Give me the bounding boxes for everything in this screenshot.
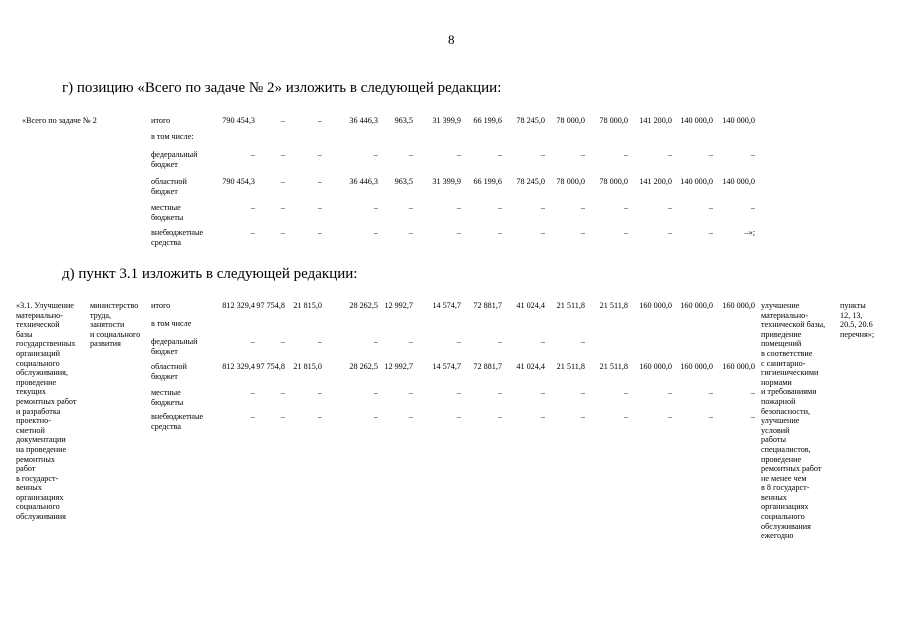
value-cell: 41 024,4 <box>516 301 545 310</box>
value-cell: 160 000,0 <box>722 301 755 310</box>
value-cell: 78 000,0 <box>556 116 585 125</box>
value-cell: – <box>250 388 255 397</box>
value-cell: – <box>408 150 413 159</box>
value-cell: – <box>280 177 285 186</box>
value-cell: 963,5 <box>394 177 413 186</box>
value-cell: – <box>280 116 285 125</box>
value-cell: 21 815,0 <box>293 362 322 371</box>
value-cell: – <box>250 412 255 421</box>
value-cell: – <box>408 203 413 212</box>
value-cell: 14 574,7 <box>432 301 461 310</box>
value-cell: – <box>373 388 378 397</box>
row-label: местные бюджеты <box>151 388 184 407</box>
value-cell: – <box>280 337 285 346</box>
value-cell: 812 329,4 <box>222 362 255 371</box>
value-cell: – <box>667 412 672 421</box>
value-cell: 31 399,9 <box>432 116 461 125</box>
value-cell: 160 000,0 <box>680 362 713 371</box>
section-d-executor: министерство труда, занятости и социального развития <box>90 301 141 349</box>
section-g-row-label: «Всего по задаче № 2 <box>22 116 97 125</box>
value-cell: – <box>497 388 502 397</box>
value-cell: – <box>317 412 322 421</box>
value-cell: – <box>750 412 755 421</box>
row-label: в том числе <box>151 319 192 328</box>
value-cell: – <box>408 337 413 346</box>
value-cell: – <box>317 388 322 397</box>
value-cell: – <box>750 388 755 397</box>
section-d-task-name: «3.1. Улучшение материально- технической базы государственных организаций социального обслуживания, проведение текущих ремонтных работ и разработка проектно- сметной документации на проведение ремонтных работ в государст- венных организациях социального обслуживания <box>16 301 77 522</box>
value-cell: 41 024,4 <box>516 362 545 371</box>
value-cell: – <box>317 116 322 125</box>
value-cell: – <box>497 228 502 237</box>
value-cell: 160 000,0 <box>722 362 755 371</box>
row-label: областной бюджет <box>151 362 187 381</box>
value-cell: – <box>540 337 545 346</box>
value-cell: 97 754,8 <box>256 301 285 310</box>
value-cell: – <box>456 150 461 159</box>
value-cell: 78 245,0 <box>516 177 545 186</box>
value-cell: – <box>623 228 628 237</box>
value-cell: – <box>667 203 672 212</box>
value-cell: – <box>580 388 585 397</box>
value-cell: – <box>540 150 545 159</box>
value-cell: 66 199,6 <box>473 116 502 125</box>
value-cell: 78 000,0 <box>599 177 628 186</box>
value-cell: 21 511,8 <box>556 362 585 371</box>
value-cell: – <box>317 177 322 186</box>
section-g-heading: г) позицию «Всего по задаче № 2» изложить в следующей редакции: <box>62 80 502 96</box>
value-cell: – <box>708 228 713 237</box>
value-cell: – <box>280 203 285 212</box>
value-cell: 160 000,0 <box>680 301 713 310</box>
value-cell: – <box>317 337 322 346</box>
value-cell: 141 200,0 <box>639 177 672 186</box>
value-cell: – <box>280 150 285 159</box>
value-cell: – <box>580 150 585 159</box>
value-cell: 160 000,0 <box>639 362 672 371</box>
row-label: местные бюджеты <box>151 203 184 222</box>
value-cell: – <box>540 228 545 237</box>
value-cell: – <box>623 203 628 212</box>
value-cell: – <box>497 412 502 421</box>
value-cell: 12 992,7 <box>384 301 413 310</box>
row-label: итого <box>151 116 171 125</box>
value-cell: 97 754,8 <box>256 362 285 371</box>
value-cell: – <box>408 388 413 397</box>
value-cell: – <box>623 388 628 397</box>
value-cell: – <box>540 388 545 397</box>
value-cell: 78 245,0 <box>516 116 545 125</box>
value-cell: 21 815,0 <box>293 301 322 310</box>
row-label: итого <box>151 301 171 310</box>
value-cell: 31 399,9 <box>432 177 461 186</box>
value-cell: 160 000,0 <box>639 301 672 310</box>
row-label: областной бюджет <box>151 177 187 196</box>
row-label: федеральный бюджет <box>151 150 198 169</box>
value-cell: – <box>280 228 285 237</box>
value-cell: – <box>408 412 413 421</box>
value-cell: 140 000,0 <box>680 116 713 125</box>
value-cell: – <box>708 412 713 421</box>
value-cell: – <box>750 203 755 212</box>
value-cell: – <box>408 228 413 237</box>
value-cell: 140 000,0 <box>680 177 713 186</box>
row-label: внебюджетные средства <box>151 228 204 247</box>
value-cell: – <box>580 228 585 237</box>
value-cell: – <box>280 388 285 397</box>
value-cell: – <box>373 412 378 421</box>
value-cell: 790 454,3 <box>222 116 255 125</box>
page-number: 8 <box>448 32 455 47</box>
section-d-heading: д) пункт 3.1 изложить в следующей редакции: <box>62 266 358 282</box>
value-cell: – <box>456 228 461 237</box>
value-cell: – <box>250 228 255 237</box>
value-cell: – <box>540 203 545 212</box>
value-cell: – <box>497 203 502 212</box>
value-cell: – <box>456 337 461 346</box>
value-cell: – <box>373 337 378 346</box>
value-cell: 28 262,5 <box>349 301 378 310</box>
value-cell: – <box>580 203 585 212</box>
section-d-result: улучшение материально- технической базы, приведение помещений в соответствие с санитарно- гигиеническими нормами и требованиями пожарной безопасности, улучшение условий работы специалистов, проведение ремонтных работ не менее чем в 8 государст- венных организациях социального обслуживания ежегодно <box>761 301 826 541</box>
value-cell: – <box>317 228 322 237</box>
value-cell: 21 511,8 <box>599 362 628 371</box>
value-cell: – <box>623 412 628 421</box>
value-cell: 812 329,4 <box>222 301 255 310</box>
value-cell: 36 446,3 <box>349 116 378 125</box>
row-label: внебюджетные средства <box>151 412 204 431</box>
value-cell: – <box>667 388 672 397</box>
value-cell: 140 000,0 <box>722 116 755 125</box>
value-cell: 790 454,3 <box>222 177 255 186</box>
value-cell: 21 511,8 <box>556 301 585 310</box>
value-cell: 36 446,3 <box>349 177 378 186</box>
value-cell: 72 881,7 <box>473 362 502 371</box>
value-cell: 140 000,0 <box>722 177 755 186</box>
value-cell: – <box>456 388 461 397</box>
value-cell: 78 000,0 <box>599 116 628 125</box>
value-cell: – <box>456 203 461 212</box>
value-cell: 963,5 <box>394 116 413 125</box>
row-label: федеральный бюджет <box>151 337 198 356</box>
value-cell: – <box>250 150 255 159</box>
value-cell: – <box>580 337 585 346</box>
value-cell: – <box>708 203 713 212</box>
value-cell: –»; <box>744 228 755 237</box>
section-d-indicators: пункты 12, 13, 20.5, 20.6 перечня»; <box>840 301 875 339</box>
value-cell: – <box>317 203 322 212</box>
value-cell: – <box>317 150 322 159</box>
value-cell: – <box>373 228 378 237</box>
value-cell: – <box>497 150 502 159</box>
value-cell: – <box>540 412 545 421</box>
value-cell: – <box>667 150 672 159</box>
value-cell: – <box>750 150 755 159</box>
value-cell: – <box>623 150 628 159</box>
value-cell: – <box>373 203 378 212</box>
value-cell: 21 511,8 <box>599 301 628 310</box>
value-cell: 72 881,7 <box>473 301 502 310</box>
value-cell: – <box>373 150 378 159</box>
value-cell: 12 992,7 <box>384 362 413 371</box>
value-cell: 14 574,7 <box>432 362 461 371</box>
value-cell: – <box>580 412 585 421</box>
value-cell: – <box>250 203 255 212</box>
value-cell: 66 199,6 <box>473 177 502 186</box>
value-cell: – <box>708 388 713 397</box>
value-cell: 28 262,5 <box>349 362 378 371</box>
value-cell: – <box>708 150 713 159</box>
row-label: в том числе: <box>151 132 194 141</box>
value-cell: – <box>497 337 502 346</box>
value-cell: – <box>667 228 672 237</box>
value-cell: – <box>280 412 285 421</box>
value-cell: – <box>456 412 461 421</box>
value-cell: 141 200,0 <box>639 116 672 125</box>
value-cell: 78 000,0 <box>556 177 585 186</box>
value-cell: – <box>250 337 255 346</box>
